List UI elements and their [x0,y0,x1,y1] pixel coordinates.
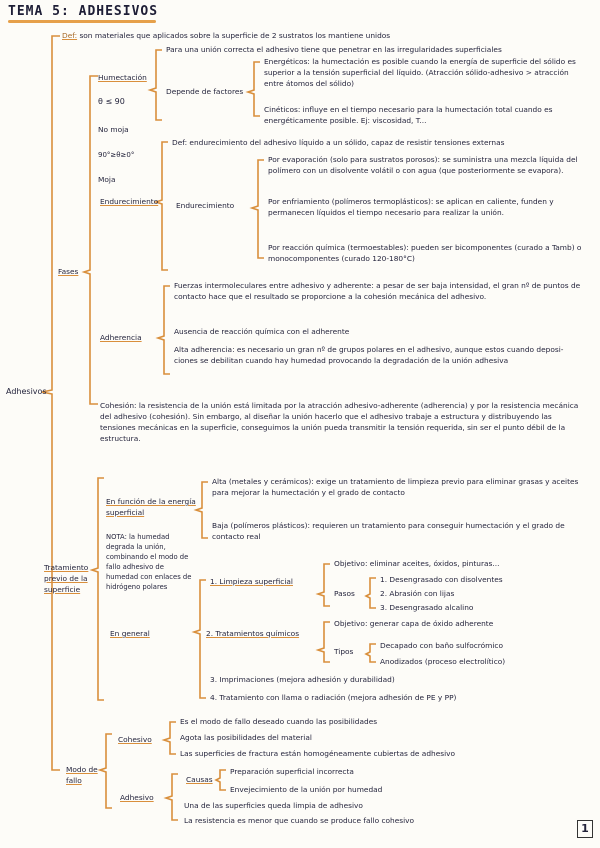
imprimaciones-text: 3. Imprimaciones (mejora adhesión y durabilidad) [210,675,395,684]
def-text: son materiales que aplicados sobre la superficie de 2 sustratos los mantiene unidos [79,31,391,40]
energeticos-text: Energéticos: la humectación es posible cuando la energía de superficie del sólido es superior a la tensión superficial del líquido. (Atracción sólido-adhesivo > atracción entre átomos del sólido) [264,57,576,88]
reaccion-text: Por reacción química (termoestables): pueden ser bicomponentes (curado a Tamb) o monocomponentes (curado 120-180°C) [268,243,582,263]
tipo-1: Decapado con baño sulfocrómico [380,641,504,650]
tratamiento-label: Tratamiento previo de la superficie [44,563,89,594]
page-title: TEMA 5: ADHESIVOS [8,4,159,19]
cohesivo-3: Las superficies de fractura están homogéneamente cubiertas de adhesivo [180,749,456,758]
fases-bracket [84,76,98,404]
general-label: En general [110,629,150,638]
alta-energia-text: Alta (metales y cerámicos): exige un tratamiento de limpieza previo para eliminar grasas y aceites para mejorar la humectación y el grado de contacto [212,477,579,497]
cohesivo-1: Es el modo de fallo deseado cuando las posibilidades [180,717,378,726]
causas-label: Causas [186,775,213,784]
tipos-label: Tipos [334,647,354,656]
endurecimiento-sub: Endurecimiento [176,201,235,210]
ausencia-text: Ausencia de reacción química con el adherente [174,327,350,336]
moja-label: Moja [98,175,116,184]
limpieza-label: 1. Limpieza superficial [210,577,293,586]
root-bracket [42,36,60,770]
objetivo-quimicos: Objetivo: generar capa de óxido adherente [334,619,494,628]
cohesivo-label: Cohesivo [118,735,152,744]
humectacion-label: Humectación [98,73,147,82]
adherencia-label: Adherencia [100,333,142,342]
causa-2: Envejecimiento de la unión por humedad [230,785,383,794]
cineticos-text: Cinéticos: influye en el tiempo necesario para la humectación total cuando es energéticamente posible. Ej: viscosidad, T... [264,105,553,125]
baja-energia-text: Baja (polímeros plásticos): requieren un tratamiento para conseguir humectación y el grado de contacto real [212,521,565,541]
nota-text: NOTA: la humedad degrada la unión, combinando el modo de fallo adhesivo de humedad con enlaces de hidrógeno polares [106,533,192,591]
cohesion-text: Cohesión: la resistencia de la unión está limitada por la atracción adhesivo-adherente (adherencia) y por la resistencia mecánica del adhesivo (cohesión). Sin embargo, al diseñar la unión hacerlo que el adhesivo trabaje a estructura y distribuyendo las tensiones mecánicas en la superficie, conseguimos la unión pueda transmitir la tensión requerida, sin ser el punto débil de la estructura. [100,401,579,443]
funcion-label: En función de la energía superficial [106,497,196,517]
paso-1: 1. Desengrasado con disolventes [380,575,503,584]
adhesivo-3: La resistencia es menor que cuando se produce fallo cohesivo [184,816,415,825]
adhesivo-label: Adhesivo [120,793,154,802]
paso-3: 3. Desengrasado alcalino [380,603,474,612]
contact-angle-good: θ ≤ 90 [98,97,125,106]
fases-label: Fases [58,267,79,276]
enfriamiento-text: Por enfriamiento (polímeros termoplásticos): se aplican en caliente, funden y permanecen líquidos el tiempo necesario para realizar la unión. [268,197,554,217]
root-label: Adhesivos [6,387,47,396]
para-union-text: Para una unión correcta el adhesivo tiene que penetrar en las irregularidades superficiales [166,45,502,54]
fallo-label: Modo de fallo [66,765,98,785]
page-number: 1 [577,820,593,838]
endurecimiento-def: Def: endurecimiento del adhesivo líquido a un sólido, capaz de resistir tensiones externas [172,138,505,147]
contact-angle-bad: 90°≥θ≥0° [98,151,135,159]
causa-1: Preparación superficial incorrecta [230,767,354,776]
alta-adherencia-text: Alta adherencia: es necesario un gran nº de grupos polares en el adhesivo, aunque estos cuando deposi- ciones se debilitan cuando hay humedad provocando la degradación de la unión adhesiva [174,345,564,365]
paso-2: 2. Abrasión con lijas [380,589,455,598]
def-row [62,30,390,41]
cohesivo-2: Agota las posibilidades del material [180,733,312,742]
depende-label: Depende de factores [166,87,244,96]
evaporacion-text: Por evaporación (solo para sustratos porosos): se suministra una mezcla líquida del polímero con un disolvente volátil o con agua (que posteriormente se evapora). [268,155,578,175]
no-moja-label: No moja [98,125,129,134]
tipo-2: Anodizados (proceso electrolítico) [380,657,506,666]
adhesivo-2: Una de las superficies queda limpia de adhesivo [184,801,363,810]
quimicos-label: 2. Tratamientos químicos [206,629,300,638]
llama-text: 4. Tratamiento con llama o radiación (mejora adhesión de PE y PP) [210,693,457,702]
objetivo-limpieza: Objetivo: eliminar aceites, óxidos, pinturas... [334,559,500,568]
pasos-label: Pasos [334,589,355,598]
endurecimiento-label: Endurecimiento [100,197,159,206]
fuerzas-text: Fuerzas intermoleculares entre adhesivo y adherente: a pesar de ser baja intensidad, el gran nº de puntos de contacto hace que el resultado se proporcione a la cohesión mecánica del adhesivo. [174,281,581,301]
def-label: Def: [62,31,78,40]
